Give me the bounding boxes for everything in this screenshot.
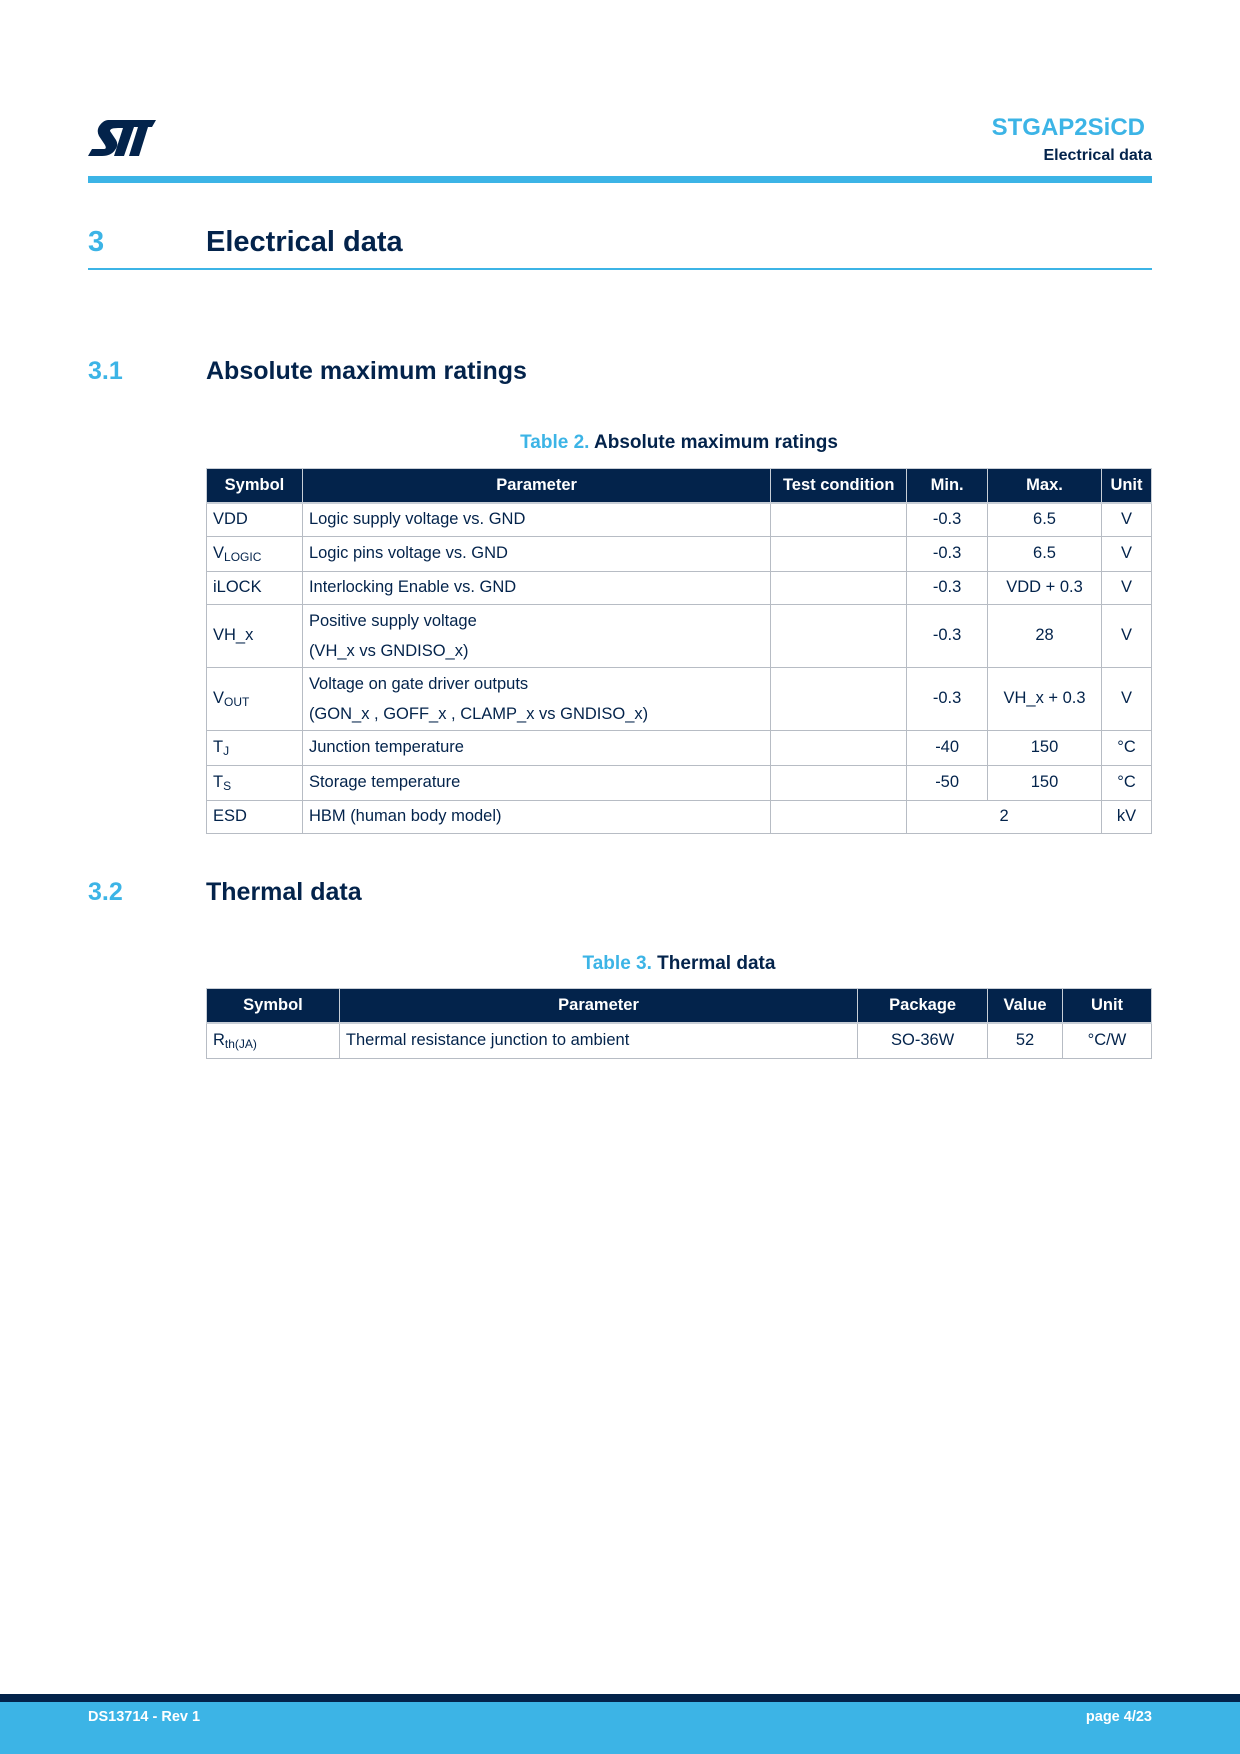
cell-parameter: Interlocking Enable vs. GND bbox=[302, 571, 770, 604]
table-row bbox=[207, 1023, 1152, 1058]
table-row bbox=[207, 536, 1152, 571]
cell-test-condition bbox=[771, 571, 907, 604]
absolute-maximum-ratings-table bbox=[206, 468, 1152, 834]
cell-symbol: iLOCK bbox=[207, 571, 303, 604]
cell-parameter: Storage temperature bbox=[302, 765, 770, 800]
table-header-row bbox=[207, 469, 1152, 504]
cell-test-condition bbox=[771, 800, 907, 833]
cell-symbol: $T_J$ bbox=[207, 730, 303, 765]
cell-max: 6.5 bbox=[988, 503, 1102, 536]
col-header-unit: Unit bbox=[1101, 469, 1151, 504]
col-header-unit: Unit bbox=[1063, 989, 1152, 1024]
table3-caption-number: Table 3. bbox=[582, 953, 652, 974]
table-row bbox=[207, 765, 1152, 800]
cell-min: -0.3 bbox=[907, 667, 988, 730]
st-logo-icon bbox=[88, 118, 158, 158]
header-product: STGAP2SiCD bbox=[991, 114, 1145, 141]
cell-max: VDD + 0.3 bbox=[988, 571, 1102, 604]
cell-symbol: VH_x bbox=[207, 604, 303, 667]
cell-unit: V bbox=[1101, 667, 1151, 730]
table-row bbox=[207, 571, 1152, 604]
cell-unit: V bbox=[1101, 536, 1151, 571]
subsection-number: 3.2 bbox=[88, 878, 123, 906]
footer-page-number: page 4/23 bbox=[1085, 1709, 1152, 1725]
cell-min: -0.3 bbox=[907, 536, 988, 571]
cell-symbol: $V_{OUT}$ bbox=[207, 667, 303, 730]
table2-caption-title: Absolute maximum ratings bbox=[594, 432, 838, 453]
col-header-max: Max. bbox=[988, 469, 1102, 504]
subsection-title: Thermal data bbox=[206, 878, 362, 906]
cell-unit: V bbox=[1101, 571, 1151, 604]
cell-symbol: VDD bbox=[207, 503, 303, 536]
table2-caption bbox=[206, 432, 1152, 454]
col-header-value: Value bbox=[988, 989, 1063, 1024]
header-rule bbox=[88, 176, 1152, 183]
cell-test-condition bbox=[771, 503, 907, 536]
cell-max: 28 bbox=[988, 604, 1102, 667]
cell-test-condition bbox=[771, 667, 907, 730]
cell-test-condition bbox=[771, 604, 907, 667]
cell-symbol: $V_{LOGIC}$ bbox=[207, 536, 303, 571]
cell-unit: kV bbox=[1101, 800, 1151, 833]
cell-test-condition bbox=[771, 765, 907, 800]
cell-max: VH_x + 0.3 bbox=[988, 667, 1102, 730]
table-row bbox=[207, 730, 1152, 765]
cell-min: -40 bbox=[907, 730, 988, 765]
cell-parameter: Thermal resistance junction to ambient bbox=[339, 1023, 857, 1058]
header-section: Electrical data bbox=[1043, 147, 1152, 164]
cell-value: 2 bbox=[907, 800, 1102, 833]
cell-max: 150 bbox=[988, 730, 1102, 765]
col-header-symbol: Symbol bbox=[207, 989, 340, 1024]
subsection-number: 3.1 bbox=[88, 357, 123, 385]
col-header-parameter: Parameter bbox=[339, 989, 857, 1024]
table-row bbox=[207, 503, 1152, 536]
col-header-test-condition: Test condition bbox=[771, 469, 907, 504]
cell-unit: °C bbox=[1101, 765, 1151, 800]
subsection-title: Absolute maximum ratings bbox=[206, 357, 527, 385]
col-header-min: Min. bbox=[907, 469, 988, 504]
table-row bbox=[207, 604, 1152, 667]
col-header-package: Package bbox=[858, 989, 988, 1024]
section-rule bbox=[88, 268, 1152, 270]
table-row bbox=[207, 800, 1152, 833]
cell-min: -0.3 bbox=[907, 503, 988, 536]
table3-caption-title: Thermal data bbox=[657, 953, 776, 974]
cell-parameter: Logic supply voltage vs. GND bbox=[302, 503, 770, 536]
cell-value: 52 bbox=[988, 1023, 1063, 1058]
cell-symbol: $T_S$ bbox=[207, 765, 303, 800]
table3-caption bbox=[206, 953, 1152, 975]
cell-symbol: ESD bbox=[207, 800, 303, 833]
cell-test-condition bbox=[771, 730, 907, 765]
section-title: Electrical data bbox=[206, 226, 403, 258]
cell-parameter: Logic pins voltage vs. GND bbox=[302, 536, 770, 571]
cell-min: -50 bbox=[907, 765, 988, 800]
cell-test-condition bbox=[771, 536, 907, 571]
cell-parameter: Positive supply voltage (VH_x vs GNDISO_x) bbox=[302, 604, 770, 667]
cell-package: SO-36W bbox=[858, 1023, 988, 1058]
cell-max: 6.5 bbox=[988, 536, 1102, 571]
section-number: 3 bbox=[88, 226, 105, 258]
cell-unit: °C bbox=[1101, 730, 1151, 765]
cell-symbol: $R_{th(JA)}$ bbox=[207, 1023, 340, 1058]
cell-parameter: Junction temperature bbox=[302, 730, 770, 765]
footer-top-stripe bbox=[0, 1694, 1240, 1702]
cell-unit: V bbox=[1101, 503, 1151, 536]
col-header-parameter: Parameter bbox=[302, 469, 770, 504]
footer-doc-id: DS13714 - Rev 1 bbox=[88, 1709, 201, 1725]
table-header-row bbox=[207, 989, 1152, 1024]
cell-unit: V bbox=[1101, 604, 1151, 667]
thermal-data-table bbox=[206, 988, 1152, 1059]
st-logo bbox=[88, 118, 158, 158]
table-row bbox=[207, 667, 1152, 730]
cell-parameter: Voltage on gate driver outputs (GON_x , GOFF_x , CLAMP_x vs GNDISO_x) bbox=[302, 667, 770, 730]
cell-parameter: HBM (human body model) bbox=[302, 800, 770, 833]
col-header-symbol: Symbol bbox=[207, 469, 303, 504]
cell-min: -0.3 bbox=[907, 604, 988, 667]
cell-unit: °C/W bbox=[1063, 1023, 1152, 1058]
table2-caption-number: Table 2. bbox=[520, 432, 590, 453]
cell-min: -0.3 bbox=[907, 571, 988, 604]
cell-max: 150 bbox=[988, 765, 1102, 800]
